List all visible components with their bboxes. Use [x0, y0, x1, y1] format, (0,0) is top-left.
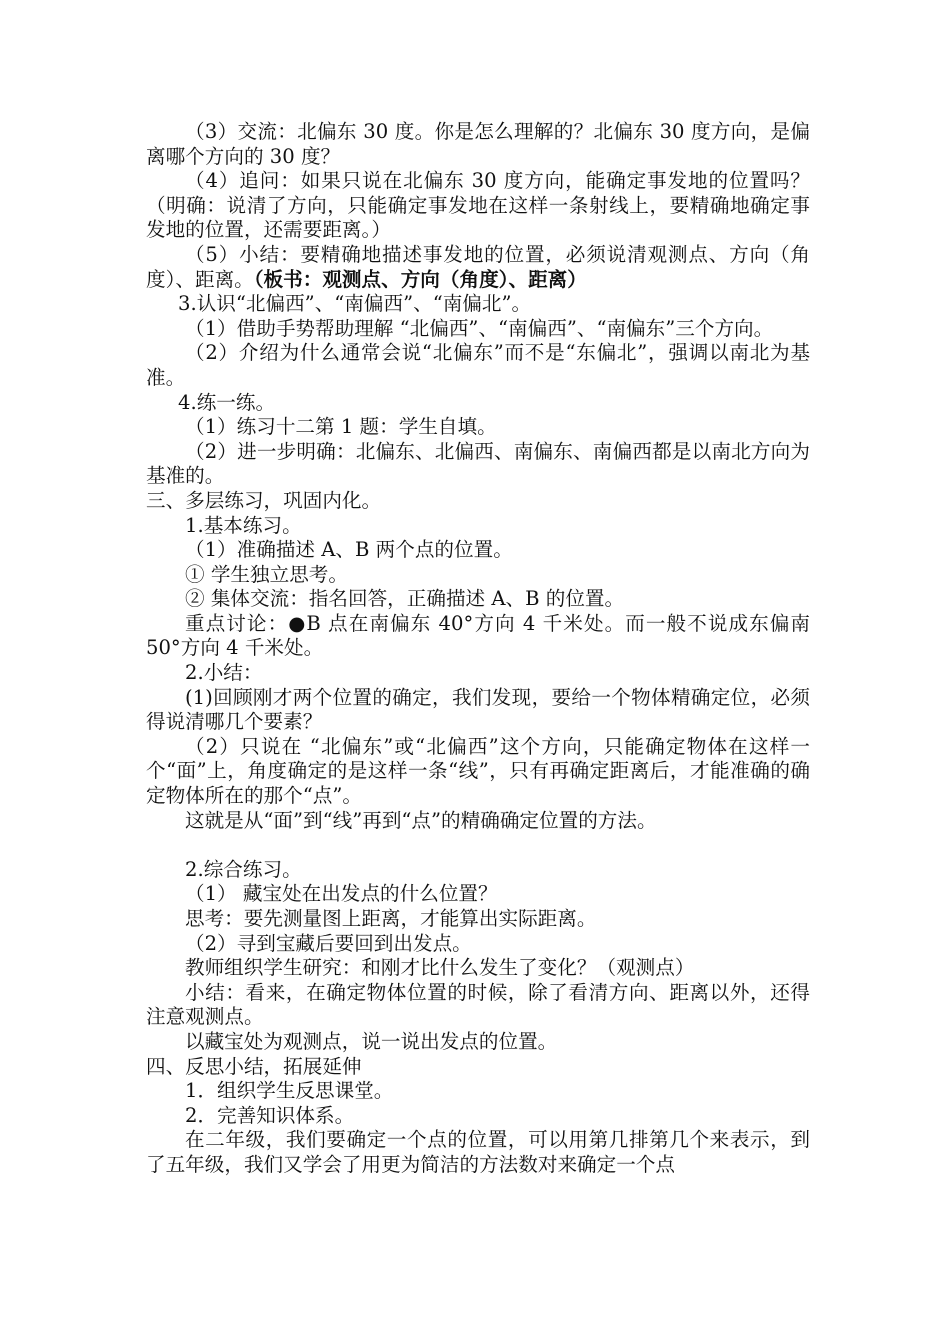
blank-line	[146, 833, 810, 858]
section-heading: 1.基本练习。	[185, 513, 302, 537]
paragraph: （1）练习十二第 1 题：学生自填。	[185, 415, 497, 439]
paragraph: （1） 藏宝处在出发点的什么位置？	[185, 882, 498, 906]
paragraph: 在二年级，我们要确定一个点的位置，可以用第几排第几个来表示，到了五年级，我们又学会了用更为简洁的方法数对来确定一个点	[146, 1128, 810, 1176]
paragraph: 小结：看来，在确定物体位置的时候，除了看清方向、距离以外，还得注意观测点。	[146, 980, 810, 1029]
paragraph: 重点讨论：●B 点在南偏东 40°方向 4 千米处。而一般不说成东偏南 50°方向 4 千米处。	[146, 611, 810, 660]
paragraph: （2）进一步明确：北偏东、北偏西、南偏东、南偏西都是以南北方向为基准的。	[146, 439, 810, 488]
paragraph: 教师组织学生研究：和刚才比什么发生了变化？（观测点）	[185, 956, 695, 980]
document-page	[146, 120, 810, 1178]
section-heading: 2.小结：	[185, 661, 263, 685]
paragraph: （3）交流：北偏东 30 度。你是怎么理解的？北偏东 30 度方向，是偏离哪个方向的 30 度？	[146, 120, 810, 168]
paragraph: 以藏宝处为观测点，说一说出发点的位置。	[185, 1029, 558, 1053]
paragraph: （1）准确描述 A、B 两个点的位置。	[185, 538, 513, 562]
paragraph: （4）追问：如果只说在北偏东 30 度方向，能确定事发地的位置吗？（明确：说清了方向，只能确定事发地在这样一条射线上，要精确地确定事发地的位置，还需要距离。）	[146, 169, 810, 242]
paragraph: （2）介绍为什么通常会说“北偏东”而不是“东偏北”，强调以南北为基准。	[146, 341, 810, 389]
paragraph: 2．完善知识体系。	[185, 1103, 355, 1127]
section-heading: 3.认识“北偏西”、“南偏西”、“南偏北”。	[178, 292, 532, 316]
paragraph: （2）寻到宝藏后要回到出发点。	[185, 931, 472, 955]
paragraph-text: （5）小结：要精确地描述事发地的位置，必须说清观测点、方向（角度）、距离。	[146, 242, 810, 291]
section-heading: 4.练一练。	[178, 390, 276, 414]
paragraph: 这就是从“面”到“线”再到“点”的精确确定位置的方法。	[185, 808, 657, 832]
paragraph	[146, 243, 810, 292]
paragraph: （2）只说在 “北偏东”或“北偏西”这个方向，只能确定物体在这样一个“面”上，角度确定的是这样一条“线”，只有再确定距离后，才能准确的确定物体所在的那个“点”。	[146, 734, 810, 808]
board-note: （板书：观测点、方向（角度）、距离）	[253, 267, 587, 291]
chapter-heading: 四、反思小结，拓展延伸	[146, 1054, 362, 1078]
section-heading: 2.综合练习。	[185, 857, 302, 881]
paragraph: ② 集体交流：指名回答，正确描述 A、B 的位置。	[185, 587, 625, 611]
paragraph: 思考：要先测量图上距离，才能算出实际距离。	[185, 907, 597, 930]
paragraph: ① 学生独立思考。	[185, 562, 348, 586]
chapter-heading: 三、多层练习，巩固内化。	[146, 488, 382, 512]
paragraph: 1．组织学生反思课堂。	[185, 1079, 394, 1103]
paragraph: （1）借助手势帮助理解 “北偏西”、“南偏西”、“南偏东”三个方向。	[185, 316, 774, 340]
paragraph: (1)回顾刚才两个位置的确定，我们发现，要给一个物体精确定位，必须得说清哪几个要素？	[146, 685, 810, 734]
